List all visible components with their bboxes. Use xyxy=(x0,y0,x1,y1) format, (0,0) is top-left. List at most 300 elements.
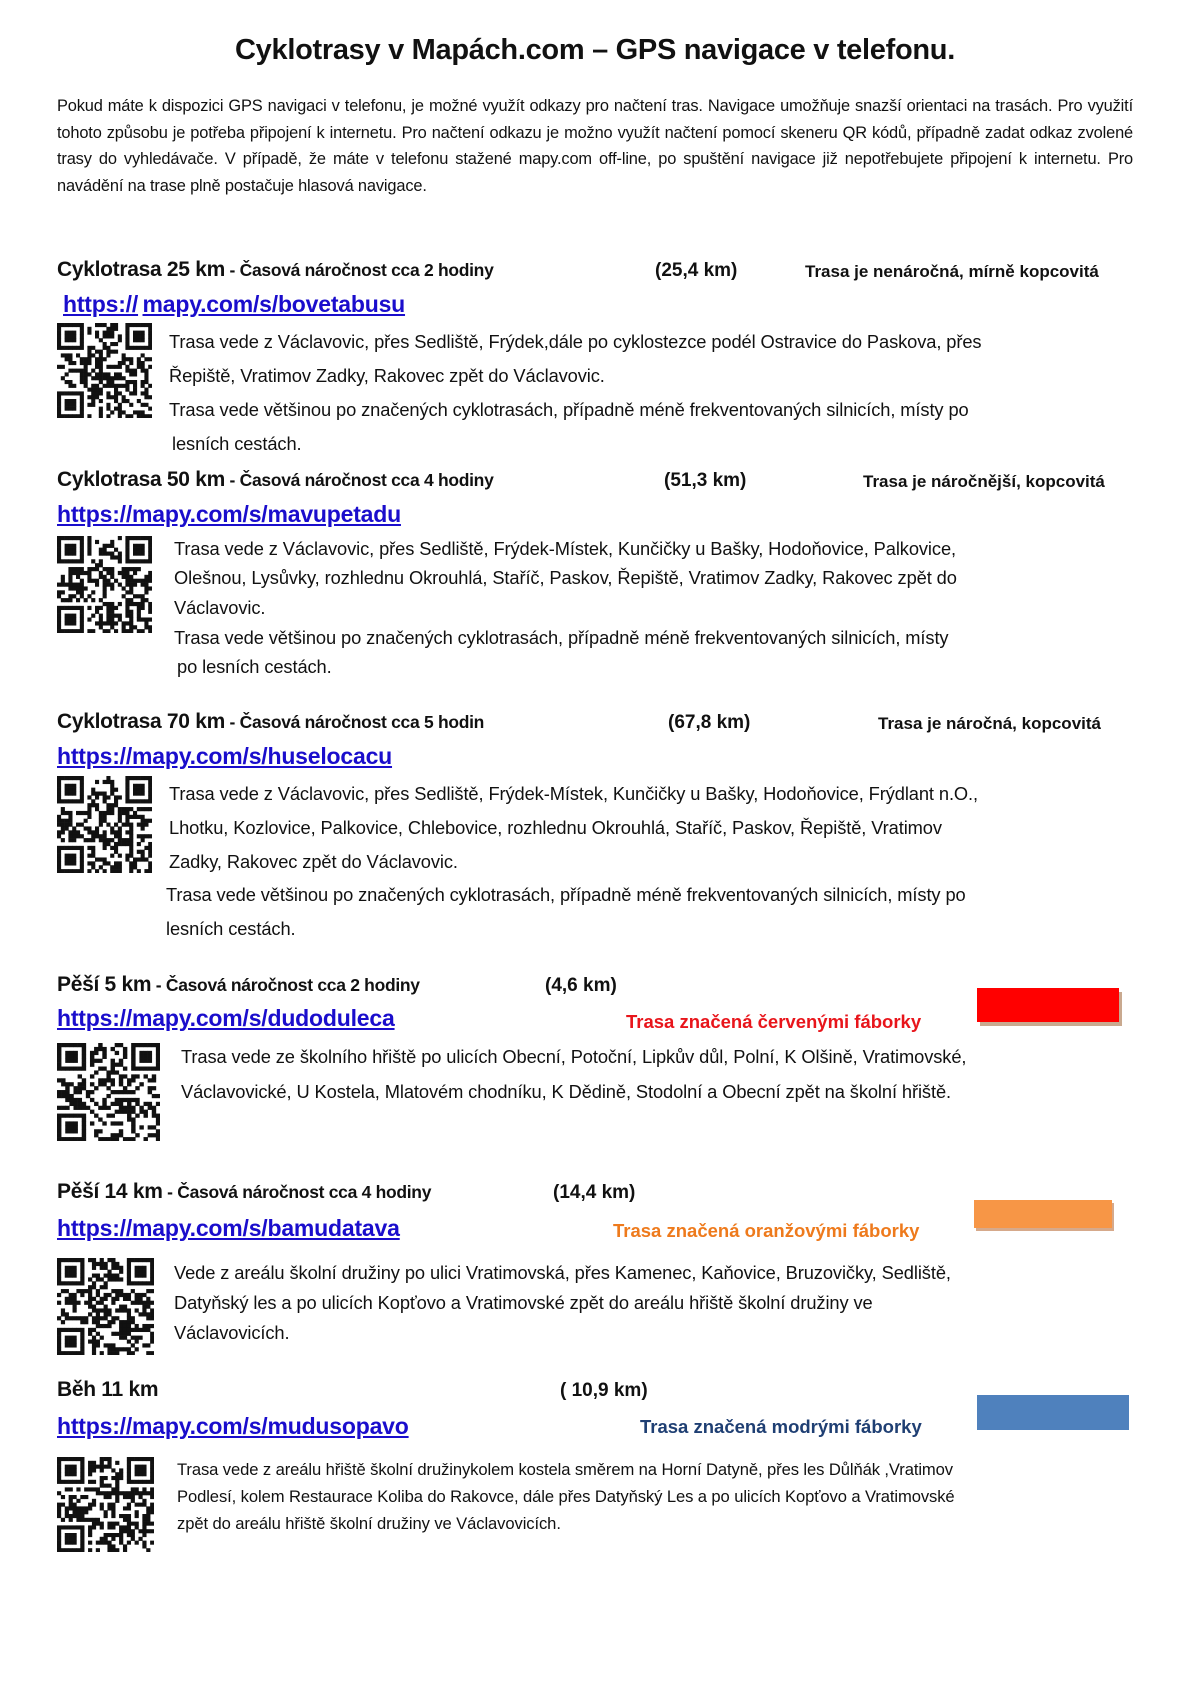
qr-module xyxy=(127,1106,131,1110)
qr-module xyxy=(122,838,126,842)
qr-module xyxy=(127,1324,131,1328)
qr-module xyxy=(73,1266,77,1270)
qr-module xyxy=(110,586,114,590)
qr-module xyxy=(156,1117,160,1121)
qr-module xyxy=(61,846,65,850)
qr-module xyxy=(68,331,72,335)
qr-module xyxy=(99,614,103,618)
qr-module xyxy=(98,1117,102,1121)
qr-module xyxy=(125,857,129,861)
qr-module xyxy=(106,567,110,571)
qr-code-icon xyxy=(57,1043,160,1141)
qr-module xyxy=(125,830,129,834)
qr-module xyxy=(131,1059,135,1063)
qr-module xyxy=(99,369,103,373)
qr-module xyxy=(76,1281,80,1285)
qr-module xyxy=(156,1114,160,1118)
qr-module xyxy=(61,1495,65,1499)
qr-module xyxy=(80,1347,84,1351)
qr-module xyxy=(103,323,107,327)
qr-module xyxy=(57,792,61,796)
qr-module xyxy=(114,327,118,331)
qr-module xyxy=(57,1537,61,1541)
qr-module xyxy=(135,1480,139,1484)
qr-module xyxy=(80,327,84,331)
qr-module xyxy=(110,350,114,354)
qr-module xyxy=(94,1047,98,1051)
qr-module xyxy=(69,1098,73,1102)
qr-module xyxy=(133,552,137,556)
qr-module xyxy=(133,815,137,819)
qr-module xyxy=(144,414,148,418)
qr-module xyxy=(100,1316,104,1320)
qr-module xyxy=(125,369,129,373)
qr-module xyxy=(73,1480,77,1484)
qr-module xyxy=(61,353,65,357)
qr-module xyxy=(103,780,107,784)
qr-module xyxy=(65,338,69,342)
qr-module xyxy=(111,1525,115,1529)
qr-module xyxy=(80,629,84,633)
qr-module xyxy=(73,1098,77,1102)
qr-module xyxy=(95,792,99,796)
qr-module xyxy=(123,1137,127,1141)
qr-module xyxy=(110,583,114,587)
qr-module xyxy=(80,414,84,418)
qr-module xyxy=(72,614,76,618)
qr-module xyxy=(119,1043,123,1047)
qr-module xyxy=(127,1339,131,1343)
qr-module xyxy=(92,1480,96,1484)
qr-module xyxy=(106,395,110,399)
qr-module xyxy=(114,606,118,610)
qr-module xyxy=(148,540,152,544)
qr-module xyxy=(72,403,76,407)
qr-module xyxy=(133,857,137,861)
qr-module xyxy=(156,1051,160,1055)
qr-module xyxy=(119,1078,123,1082)
qr-module xyxy=(73,1129,77,1133)
qr-module xyxy=(146,1343,150,1347)
qr-module xyxy=(141,799,145,803)
qr-module xyxy=(135,1522,139,1526)
qr-module xyxy=(131,1125,135,1129)
route-description-line: Václavovic. xyxy=(174,597,266,618)
qr-module xyxy=(95,388,99,392)
qr-module xyxy=(99,792,103,796)
qr-module xyxy=(106,414,110,418)
qr-module xyxy=(137,579,141,583)
qr-module xyxy=(57,1125,61,1129)
qr-module xyxy=(69,1281,73,1285)
qr-module xyxy=(69,1343,73,1347)
qr-module xyxy=(88,1297,92,1301)
qr-module xyxy=(129,583,133,587)
qr-module xyxy=(57,552,61,556)
qr-module xyxy=(57,1121,61,1125)
qr-module xyxy=(99,563,103,567)
qr-module xyxy=(148,555,152,559)
qr-module xyxy=(114,861,118,865)
qr-module xyxy=(141,776,145,780)
route-difficulty: Trasa je náročnější, kopcovitá xyxy=(863,472,1105,491)
qr-module xyxy=(72,792,76,796)
qr-module xyxy=(92,1281,96,1285)
qr-module xyxy=(123,1055,127,1059)
qr-module xyxy=(57,1336,61,1340)
qr-module xyxy=(139,1110,143,1114)
qr-module xyxy=(98,1047,102,1051)
qr-module xyxy=(131,1106,135,1110)
qr-module xyxy=(148,544,152,548)
qr-module xyxy=(68,792,72,796)
qr-module xyxy=(133,369,137,373)
qr-module xyxy=(125,552,129,556)
qr-module xyxy=(72,346,76,350)
qr-module xyxy=(73,1270,77,1274)
route-description-line: Podlesí, kolem Restaurace Koliba do Rakovce, dále přes Datyňský Les a po ulicích Kopťovo a Vratimovské xyxy=(177,1487,955,1506)
qr-module xyxy=(82,1067,86,1071)
qr-module xyxy=(141,583,145,587)
qr-module xyxy=(69,1328,73,1332)
qr-module xyxy=(57,1137,61,1141)
qr-module xyxy=(73,1503,77,1507)
qr-module xyxy=(57,861,61,865)
qr-module xyxy=(125,799,129,803)
qr-module xyxy=(57,606,61,610)
qr-module xyxy=(87,350,91,354)
qr-module xyxy=(103,792,107,796)
qr-module xyxy=(148,1102,152,1106)
qr-module xyxy=(142,1533,146,1537)
qr-module xyxy=(106,823,110,827)
qr-module xyxy=(72,583,76,587)
qr-module xyxy=(87,807,91,811)
qr-module xyxy=(104,1308,108,1312)
qr-module xyxy=(114,621,118,625)
qr-module xyxy=(99,617,103,621)
qr-module xyxy=(123,1106,127,1110)
qr-module xyxy=(125,842,129,846)
qr-module xyxy=(57,1067,61,1071)
qr-module xyxy=(103,384,107,388)
qr-module xyxy=(111,1114,115,1118)
qr-module xyxy=(129,834,133,838)
qr-module xyxy=(115,1480,119,1484)
qr-module xyxy=(65,598,69,602)
qr-module xyxy=(141,602,145,606)
route-link[interactable]: https://mapy.com/s/dudoduleca xyxy=(57,1005,395,1031)
qr-module xyxy=(150,1332,154,1336)
qr-module xyxy=(148,384,152,388)
qr-module xyxy=(129,826,133,830)
qr-module xyxy=(72,407,76,411)
qr-module xyxy=(69,1468,73,1472)
route-link[interactable]: https://mapy.com/s/mavupetadu xyxy=(57,501,401,527)
qr-module xyxy=(106,621,110,625)
qr-module xyxy=(131,1328,135,1332)
qr-module xyxy=(65,1316,69,1320)
qr-module xyxy=(57,819,61,823)
qr-module xyxy=(68,861,72,865)
qr-module xyxy=(119,1308,123,1312)
qr-module xyxy=(144,590,148,594)
qr-module xyxy=(148,834,152,838)
qr-module xyxy=(110,555,114,559)
qr-module xyxy=(142,1518,146,1522)
qr-module xyxy=(80,334,84,338)
qr-module xyxy=(84,811,88,815)
qr-module xyxy=(57,610,61,614)
qr-module xyxy=(76,1487,80,1491)
qr-module xyxy=(133,571,137,575)
qr-module xyxy=(86,1094,90,1098)
qr-module xyxy=(68,357,72,361)
route-distance: (67,8 km) xyxy=(668,712,751,733)
qr-module xyxy=(80,1525,84,1529)
qr-module xyxy=(87,353,91,357)
qr-module xyxy=(95,780,99,784)
qr-module xyxy=(80,1281,84,1285)
qr-module xyxy=(141,788,145,792)
qr-module xyxy=(137,361,141,365)
qr-module xyxy=(106,1078,110,1082)
qr-module xyxy=(106,403,110,407)
qr-module xyxy=(57,1059,61,1063)
qr-module xyxy=(103,586,107,590)
qr-module xyxy=(95,350,99,354)
qr-module xyxy=(57,1063,61,1067)
qr-module xyxy=(123,1051,127,1055)
qr-module xyxy=(73,1137,77,1141)
qr-module xyxy=(131,1499,135,1503)
qr-module xyxy=(131,1491,135,1495)
qr-module xyxy=(65,1510,69,1514)
qr-module xyxy=(87,357,91,361)
qr-module xyxy=(73,1339,77,1343)
qr-code-icon xyxy=(57,536,152,633)
qr-module xyxy=(84,1289,88,1293)
qr-module xyxy=(103,842,107,846)
qr-module xyxy=(127,1461,131,1465)
qr-module xyxy=(91,388,95,392)
qr-module xyxy=(103,846,107,850)
qr-module xyxy=(69,1266,73,1270)
qr-module xyxy=(87,629,91,633)
qr-module xyxy=(142,1491,146,1495)
qr-module xyxy=(146,1289,150,1293)
qr-module xyxy=(80,1339,84,1343)
route-marking-label: Trasa značená červenými fáborky xyxy=(626,1011,922,1032)
qr-module xyxy=(135,1541,139,1545)
route-link[interactable]: https://mapy.com/s/mudusopavo xyxy=(57,1413,409,1439)
qr-module xyxy=(90,1098,94,1102)
qr-module xyxy=(80,1461,84,1465)
route-link[interactable]: https://mapy.com/s/huselocacu xyxy=(57,743,393,769)
qr-module xyxy=(88,1312,92,1316)
qr-module xyxy=(127,1137,131,1141)
qr-module xyxy=(135,1503,139,1507)
qr-module xyxy=(118,834,122,838)
qr-module xyxy=(92,1336,96,1340)
route-distance: (51,3 km) xyxy=(664,470,747,491)
qr-module xyxy=(57,395,61,399)
qr-module xyxy=(65,621,69,625)
qr-module xyxy=(122,353,126,357)
qr-module xyxy=(80,865,84,869)
qr-module xyxy=(100,1503,104,1507)
route-description-line: Trasa vede z areálu hřiště školní družinykolem kostela směrem na Horní Datyně, přes les Důlňák ,Vratimov xyxy=(177,1460,953,1479)
qr-module xyxy=(138,1468,142,1472)
qr-module xyxy=(72,548,76,552)
qr-module xyxy=(80,1533,84,1537)
qr-module xyxy=(110,784,114,788)
qr-module xyxy=(80,811,84,815)
qr-module xyxy=(88,1285,92,1289)
qr-module xyxy=(106,780,110,784)
qr-module xyxy=(152,1067,156,1071)
qr-module xyxy=(73,1472,77,1476)
qr-module xyxy=(68,384,72,388)
qr-module xyxy=(119,1320,123,1324)
qr-module xyxy=(103,544,107,548)
qr-module xyxy=(142,1457,146,1461)
qr-module xyxy=(72,799,76,803)
qr-module xyxy=(150,1277,154,1281)
qr-module xyxy=(106,629,110,633)
qr-module xyxy=(138,1270,142,1274)
qr-module xyxy=(90,1090,94,1094)
qr-module xyxy=(72,834,76,838)
qr-module xyxy=(87,826,91,830)
qr-module xyxy=(80,1270,84,1274)
qr-module xyxy=(152,1114,156,1118)
qr-module xyxy=(65,1129,69,1133)
qr-module xyxy=(87,795,91,799)
qr-module xyxy=(107,1277,111,1281)
qr-module xyxy=(138,1281,142,1285)
qr-module xyxy=(127,1503,131,1507)
qr-module xyxy=(123,1074,127,1078)
qr-module xyxy=(148,842,152,846)
qr-module xyxy=(131,1289,135,1293)
qr-module xyxy=(95,365,99,369)
qr-module xyxy=(61,819,65,823)
qr-module xyxy=(148,606,152,610)
qr-module xyxy=(131,1487,135,1491)
qr-module xyxy=(92,1339,96,1343)
qr-module xyxy=(144,617,148,621)
qr-module xyxy=(106,334,110,338)
qr-module xyxy=(78,1106,82,1110)
qr-module xyxy=(127,1476,131,1480)
qr-module xyxy=(119,1266,123,1270)
qr-module xyxy=(110,540,114,544)
qr-module xyxy=(122,361,126,365)
qr-module xyxy=(144,323,148,327)
qr-module xyxy=(95,807,99,811)
route-name: Cyklotrasa 50 km xyxy=(57,468,225,491)
qr-module xyxy=(135,1074,139,1078)
qr-module xyxy=(142,1266,146,1270)
qr-code-icon xyxy=(57,776,152,873)
qr-module xyxy=(80,1351,84,1355)
qr-module xyxy=(135,1281,139,1285)
qr-module xyxy=(144,372,148,376)
qr-module xyxy=(119,1472,123,1476)
qr-module xyxy=(84,1495,88,1499)
qr-module xyxy=(125,540,129,544)
route-description-line: Trasa vede většinou po značených cyklotrasách, případně méně frekventovaných silnicích, místy po xyxy=(166,884,966,905)
qr-module xyxy=(148,625,152,629)
qr-module xyxy=(135,1098,139,1102)
qr-module xyxy=(127,1506,131,1510)
qr-module xyxy=(146,1301,150,1305)
qr-module xyxy=(100,1468,104,1472)
qr-module xyxy=(144,391,148,395)
qr-module xyxy=(139,1055,143,1059)
qr-module xyxy=(90,1063,94,1067)
qr-module xyxy=(73,1495,77,1499)
qr-module xyxy=(99,391,103,395)
qr-module xyxy=(138,1472,142,1476)
qr-module xyxy=(148,414,152,418)
qr-module xyxy=(68,323,72,327)
route-link-prefix[interactable]: https:// xyxy=(63,291,139,317)
route-link-path[interactable]: mapy.com/s/bovetabusu xyxy=(142,291,406,317)
qr-module xyxy=(91,579,95,583)
qr-module xyxy=(118,815,122,819)
marking-color-swatch xyxy=(977,988,1119,1022)
qr-module xyxy=(98,1106,102,1110)
qr-module xyxy=(76,1457,80,1461)
qr-module xyxy=(135,1258,139,1262)
qr-module xyxy=(156,1121,160,1125)
qr-module xyxy=(133,391,137,395)
qr-module xyxy=(129,846,133,850)
route-description-line: lesních cestách. xyxy=(166,918,296,939)
route-distance: (14,4 km) xyxy=(553,1182,636,1203)
qr-module xyxy=(129,579,133,583)
qr-module xyxy=(91,799,95,803)
qr-module xyxy=(87,579,91,583)
qr-module xyxy=(92,1468,96,1472)
qr-module xyxy=(88,1277,92,1281)
qr-module xyxy=(137,399,141,403)
qr-module xyxy=(73,1465,77,1469)
qr-module xyxy=(156,1133,160,1137)
qr-module xyxy=(144,579,148,583)
qr-module xyxy=(99,414,103,418)
qr-module xyxy=(129,842,133,846)
qr-module xyxy=(129,865,133,869)
qr-module xyxy=(96,1277,100,1281)
qr-module xyxy=(61,1067,65,1071)
qr-module xyxy=(141,598,145,602)
qr-module xyxy=(129,357,133,361)
qr-module xyxy=(131,1320,135,1324)
qr-module xyxy=(107,1484,111,1488)
qr-module xyxy=(68,830,72,834)
route-link[interactable] xyxy=(63,291,405,318)
qr-module xyxy=(141,807,145,811)
qr-module xyxy=(76,590,80,594)
qr-module xyxy=(146,1316,150,1320)
route-link[interactable]: https://mapy.com/s/bamudatava xyxy=(57,1215,400,1241)
qr-module xyxy=(127,1351,131,1355)
qr-module xyxy=(92,1461,96,1465)
qr-module xyxy=(80,1258,84,1262)
